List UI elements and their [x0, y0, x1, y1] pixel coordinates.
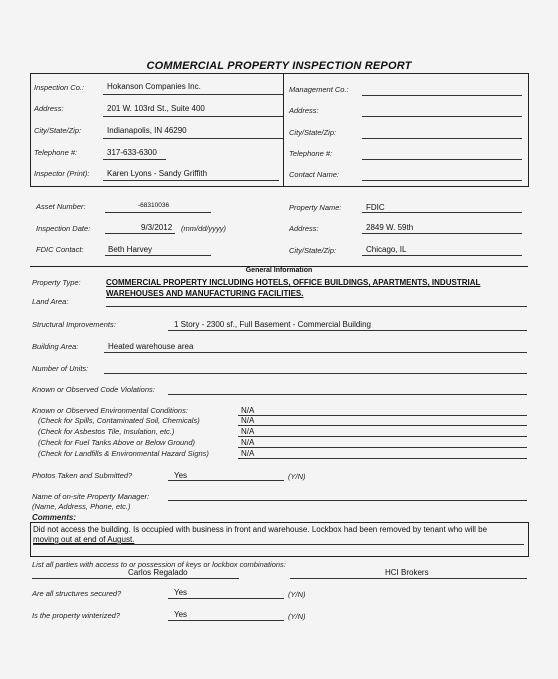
structural-line [168, 330, 527, 331]
keys-party-1: Carlos Regalado [128, 568, 188, 577]
management-company-label: Management Co.: [289, 85, 349, 94]
inspection-company-line [103, 94, 283, 95]
land-area-label: Land Area: [32, 297, 69, 306]
units-label: Number of Units: [32, 364, 89, 373]
property-type-label: Property Type: [32, 278, 81, 287]
fdic-contact-line [105, 255, 211, 256]
comment-rule [33, 544, 524, 545]
structural-label: Structural Improvements: [32, 320, 116, 329]
secured-yn-hint: (Y/N) [288, 590, 306, 599]
property-city-line [362, 255, 522, 256]
property-name-line [362, 212, 522, 213]
inspection-city-value: Indianapolis, IN 46290 [107, 126, 187, 135]
page-title: COMMERCIAL PROPERTY INSPECTION REPORT [146, 60, 412, 72]
general-info-heading: General Information [245, 267, 313, 274]
keys-line-2 [290, 578, 527, 579]
property-type-line-2: WAREHOUSES AND MANUFACTURING FACILITIES. [106, 289, 304, 298]
inspector-value: Karen Lyons - Sandy Griffith [107, 169, 208, 178]
code-violations-line [168, 394, 527, 395]
inspection-management-box [30, 73, 529, 187]
inspector-line [103, 180, 279, 181]
inspection-address-label: Address: [34, 104, 64, 113]
comments-label: Comments: [32, 513, 77, 522]
winterized-label: Is the property winterized? [32, 611, 120, 620]
winterized-yn-hint: (Y/N) [288, 612, 306, 621]
inspection-date-value: 9/3/2012 [141, 223, 173, 232]
property-name-label: Property Name: [289, 203, 342, 212]
inspection-company-value: Hokanson Companies Inc. [107, 82, 201, 91]
inspection-phone-value: 317-633-6300 [107, 148, 157, 157]
env-item-line [238, 436, 527, 437]
env-conditions-label: Known or Observed Environmental Conditions: [32, 406, 188, 415]
inspection-city-label: City/State/Zip: [34, 126, 82, 135]
env-item-label: (Check for Fuel Tanks Above or Below Ground) [38, 438, 196, 447]
property-address-label: Address: [289, 224, 319, 233]
comment-line-2: moving out at end of August. [33, 535, 135, 544]
inspection-address-value: 201 W. 103rd St., Suite 400 [107, 104, 205, 113]
secured-label: Are all structures secured? [32, 589, 122, 598]
asset-number-value: -68310036 [138, 202, 170, 209]
manager-label: Name of on-site Property Manager: [32, 492, 150, 501]
env-conditions-line [238, 415, 527, 416]
units-line [104, 373, 527, 374]
inspection-phone-label: Telephone #: [34, 148, 78, 157]
secured-line [168, 598, 284, 599]
env-item-line [238, 458, 527, 459]
winterized-line [168, 620, 284, 621]
building-area-label: Building Area: [32, 342, 79, 351]
management-city-label: City/State/Zip: [289, 128, 337, 137]
property-address-line [362, 233, 522, 234]
keys-label: List all parties with access to or possession of keys or lockbox combinations: [32, 560, 286, 569]
fdic-contact-label: FDIC Contact: [36, 245, 84, 254]
inspection-date-line [105, 233, 175, 234]
management-contact-label: Contact Name: [289, 170, 340, 179]
management-phone-label: Telephone #: [289, 149, 333, 158]
photos-line [168, 480, 284, 481]
keys-party-2: HCI Brokers [385, 568, 429, 577]
photos-value: Yes [174, 471, 188, 480]
env-conditions-value: N/A [241, 406, 255, 415]
manager-line [168, 500, 527, 501]
management-contact-line [362, 180, 522, 181]
env-item-value: N/A [241, 449, 255, 458]
management-address-line [362, 116, 522, 117]
env-item-value: N/A [241, 438, 255, 447]
structural-value: 1 Story - 2300 sf., Full Basement - Commercial Building [174, 320, 371, 329]
inspection-address-line [103, 116, 283, 117]
asset-number-line [105, 212, 211, 213]
env-item-line [238, 425, 527, 426]
inspector-label: Inspector (Print): [34, 169, 90, 178]
land-area-line [106, 306, 527, 307]
inspection-date-label: Inspection Date: [36, 224, 91, 233]
winterized-value: Yes [174, 610, 188, 619]
property-type-line-1: COMMERCIAL PROPERTY INCLUDING HOTELS, OFFICE BUILDINGS, APARTMENTS, INDUSTRIAL [106, 278, 481, 287]
building-area-line [104, 352, 527, 353]
env-item-value: N/A [241, 427, 255, 436]
photos-label: Photos Taken and Submitted? [32, 471, 133, 480]
env-item-label: (Check for Spills, Contaminated Soil, Chemicals) [38, 416, 200, 425]
env-item-value: N/A [241, 416, 255, 425]
property-city-value: Chicago, IL [366, 245, 407, 254]
property-name-value: FDIC [366, 203, 385, 212]
env-item-label: (Check for Asbestos Tile, Insulation, etc.) [38, 427, 175, 436]
keys-line-1 [32, 578, 239, 579]
management-phone-line [362, 159, 522, 160]
management-address-label: Address: [289, 106, 319, 115]
date-format-hint: (mm/dd/yyyy) [181, 224, 226, 233]
asset-number-label: Asset Number: [36, 202, 86, 211]
fdic-contact-value: Beth Harvey [108, 245, 153, 254]
building-area-value: Heated warehouse area [108, 342, 194, 351]
photos-yn-hint: (Y/N) [288, 472, 306, 481]
env-item-line [238, 447, 527, 448]
management-company-line [362, 95, 522, 96]
property-address-value: 2849 W. 59th [366, 223, 414, 232]
inspection-phone-line [103, 159, 166, 160]
code-violations-label: Known or Observed Code Violations: [32, 385, 155, 394]
env-item-label: (Check for Landfills & Environmental Hazard Signs) [38, 449, 209, 458]
property-city-label: City/State/Zip: [289, 246, 337, 255]
manager-sub-label: (Name, Address, Phone, etc.) [32, 502, 131, 511]
comment-line-1: Did not access the building. Is occupied with business in front and warehouse. Lockbox had been removed by tenant who will be [33, 525, 488, 534]
management-city-line [362, 138, 522, 139]
secured-value: Yes [174, 588, 188, 597]
inspection-city-line [103, 138, 283, 139]
box-divider [283, 73, 284, 186]
inspection-company-label: Inspection Co.: [34, 83, 85, 92]
